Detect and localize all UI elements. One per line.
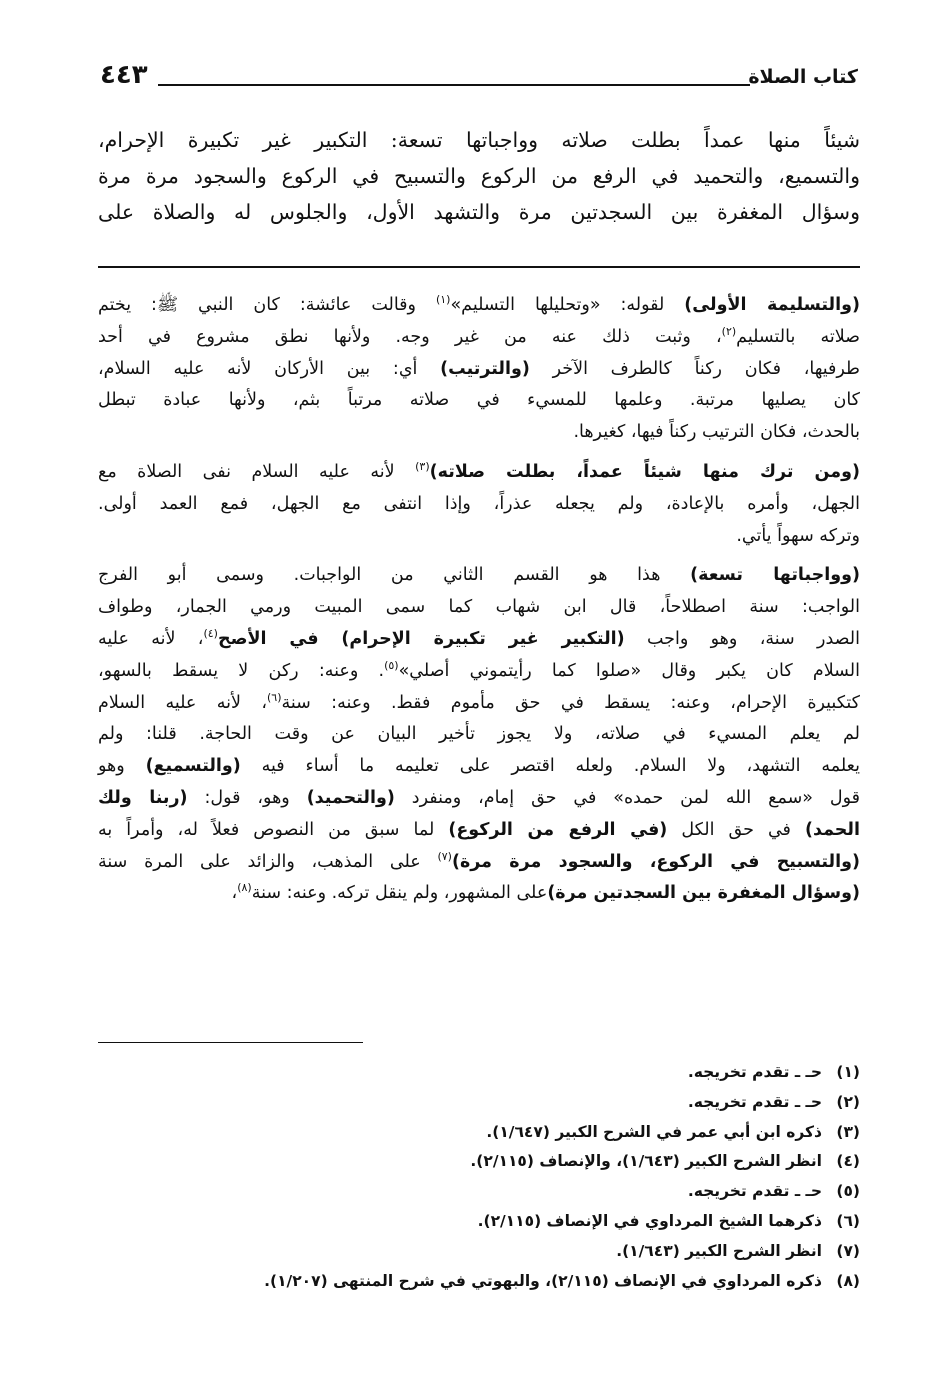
text-run: ، لأنه عليه السلام bbox=[98, 692, 267, 713]
text-run: ، وثبت ذلك عنه من غير وجه. ولأنها نطق مشروع في أحد bbox=[98, 326, 722, 347]
text-line bbox=[98, 417, 860, 449]
bold-matn-quote: (في الرفع من الركوع) bbox=[448, 819, 668, 840]
matn-line: وسؤال المغفرة بين السجدتين مرة والتشهد الأول، والجلوس له والصلاة على bbox=[98, 200, 860, 224]
text-run: صلاته بالتسليم bbox=[736, 326, 860, 347]
footnote: (١) حـ ـ تقدم تخريجه. bbox=[687, 1063, 860, 1081]
commentary-paragraph bbox=[98, 457, 860, 552]
footnote: (٣) ذكره ابن أبي عمر في الشرح الكبير (١/٦٤٧). bbox=[486, 1122, 860, 1141]
footnote: (٧) انظر الشرح الكبير (١/٦٤٣). bbox=[616, 1241, 860, 1260]
bold-matn-quote: (والتسليمة الأولى) bbox=[684, 295, 860, 315]
text-line bbox=[98, 815, 860, 847]
text-line bbox=[98, 354, 860, 386]
commentary-paragraph bbox=[98, 290, 860, 449]
commentary-paragraph bbox=[98, 560, 860, 910]
text-line bbox=[98, 385, 860, 417]
footnote-ref: (٤) bbox=[203, 627, 218, 641]
text-run: لما سبق من النصوص فعلاً له، وأمراً به bbox=[98, 819, 449, 840]
footnote: (٢) حـ ـ تقدم تخريجه. bbox=[687, 1092, 860, 1111]
footnote: (٦) ذكرهما الشيخ المرداوي في الإنصاف (٢/١١٥). bbox=[477, 1211, 860, 1230]
text-run: ، bbox=[231, 883, 238, 904]
text-run: السلام كان يكبر وقال «صلوا كما رأيتموني أصلي» bbox=[398, 660, 860, 681]
bold-matn-quote: (ومن ترك منها شيئاً عمداً، بطلت صلاته) bbox=[429, 461, 860, 482]
matn-line: شيئاً منها عمداً بطلت صلاته وواجباتها تسعة: التكبير غير تكبيرة الإحرام، bbox=[98, 128, 860, 152]
commentary bbox=[98, 290, 860, 918]
text-run: لم يعلم المسيء في صلاته، ولا يجوز تأخير البيان عن وقت الحاجة. قلنا: ولم bbox=[98, 724, 860, 745]
text-line bbox=[98, 656, 860, 688]
page-header bbox=[100, 58, 858, 98]
page-number: ٤٤٣ bbox=[100, 60, 148, 90]
text-run: وقالت عائشة: كان النبي ﷺ: يختم bbox=[98, 295, 436, 315]
text-run: وهو، قول: bbox=[187, 787, 307, 808]
text-run: هذا هو القسم الثاني من الواجبات. وسمى أبو الفرج bbox=[98, 565, 691, 586]
text-run: الواجب: سنة اصطلاحاً، قال ابن شهاب كما سمى المبيت ورمي الجمار، وطواف bbox=[98, 597, 860, 618]
matn-line: والتسميع، والتحميد في الرفع من الركوع والتسبيح في الركوع والسجود مرة مرة bbox=[98, 164, 860, 188]
text-run: لقوله: «وتحليلها التسليم» bbox=[450, 295, 685, 315]
text-run: ، لأنه عليه bbox=[98, 628, 204, 649]
text-run: وهو bbox=[98, 756, 146, 777]
text-run: على المشهور، ولم ينقل تركه. وعنه: سنة bbox=[251, 883, 548, 904]
text-line bbox=[98, 624, 860, 656]
bold-matn-quote: (التكبير غير تكبيرة الإحرام) في الأصح bbox=[217, 628, 625, 649]
text-run: وتركه سهواً يأتي. bbox=[736, 525, 860, 546]
footnote: (٨) ذكره المرداوي في الإنصاف (٢/١١٥)، والبهوتي في شرح المنتهى (١/٢٠٧). bbox=[264, 1271, 860, 1290]
footnote: (٤) انظر الشرح الكبير (١/٦٤٣)، والإنصاف (٢/١١٥). bbox=[470, 1152, 860, 1171]
text-line bbox=[98, 847, 860, 879]
text-line bbox=[98, 592, 860, 624]
bold-matn-quote: (والتسميع) bbox=[145, 756, 241, 777]
text-run: يعلمه التشهد، ولا السلام. ولعله اقتصر على تعليمه ما أساء فيه bbox=[240, 756, 860, 777]
text-run: لأنه عليه السلام نفى الصلاة مع bbox=[98, 461, 416, 482]
text-run: على المذهب، والزائد على المرة سنة bbox=[98, 851, 438, 872]
bold-matn-quote: الحمد) bbox=[804, 819, 860, 840]
text-line bbox=[98, 560, 860, 592]
footnote-rule bbox=[98, 1042, 363, 1043]
text-line bbox=[98, 521, 860, 553]
text-line bbox=[98, 751, 860, 783]
footnote-ref: (١) bbox=[435, 293, 451, 307]
bold-matn-quote: (ربنا ولك bbox=[98, 787, 188, 808]
bold-matn-quote: (والترتيب) bbox=[440, 358, 530, 379]
bold-matn-quote: (وسؤال المغفرة بين السجدتين مرة) bbox=[547, 883, 860, 904]
text-run: كان يصليها مرتبة. وعلمها للمسيء في صلاته مرتباً بثم، ولأنها عبادة تبطل bbox=[98, 390, 860, 411]
text-run: الجهل، وأمره بالإعادة، ولم يجعله عذراً، وإذا انتفى مع الجهل، فمع العمد أولى. bbox=[98, 493, 860, 514]
bold-matn-quote: (والتسبيح في الركوع، والسجود مرة مرة) bbox=[451, 851, 860, 872]
text-line bbox=[98, 457, 860, 489]
text-line bbox=[98, 688, 860, 720]
text-run: طرفيها، فكان ركناً كالطرف الآخر bbox=[529, 358, 860, 379]
text-line bbox=[98, 719, 860, 751]
text-line bbox=[98, 322, 860, 354]
footnote-ref: (٨) bbox=[237, 881, 252, 895]
text-line bbox=[98, 290, 860, 322]
text-run: في حق الكل bbox=[667, 819, 805, 840]
bold-matn-quote: (والتحميد) bbox=[306, 787, 395, 808]
footnote: (٥) حـ ـ تقدم تخريجه. bbox=[687, 1182, 860, 1201]
footnote-ref: (٢) bbox=[721, 324, 737, 338]
footnote-ref: (٣) bbox=[415, 460, 430, 474]
bold-matn-quote: (وواجباتها تسعة) bbox=[690, 565, 860, 586]
footnotes bbox=[260, 1058, 860, 1296]
footnote-ref: (٥) bbox=[384, 658, 399, 672]
matn-separator bbox=[98, 266, 860, 268]
footnote-ref: (٦) bbox=[266, 690, 282, 704]
text-run: أي: بين الأركان لأنه عليه السلام، bbox=[98, 358, 441, 379]
text-run: قول «سمع الله لمن حمده» في حق إمام، ومنفرد bbox=[394, 787, 860, 808]
footnote-ref: (٧) bbox=[437, 849, 452, 863]
text-line bbox=[98, 783, 860, 815]
text-run: . وعنه: ركن لا يسقط بالسهو، bbox=[98, 660, 385, 681]
text-run: كتكبيرة الإحرام، وعنه: يسقط في حق مأموم فقط. وعنه: سنة bbox=[281, 692, 860, 713]
text-run: بالحدث، فكان الترتيب ركناً فيها، كغيرها. bbox=[573, 422, 860, 443]
matn-text bbox=[98, 122, 860, 230]
text-line bbox=[98, 489, 860, 521]
chapter-title: كتاب الصلاة bbox=[748, 66, 858, 88]
text-run: الصدر سنة، وهو واجب bbox=[624, 628, 861, 649]
header-rule bbox=[158, 84, 750, 86]
text-line bbox=[98, 878, 860, 910]
